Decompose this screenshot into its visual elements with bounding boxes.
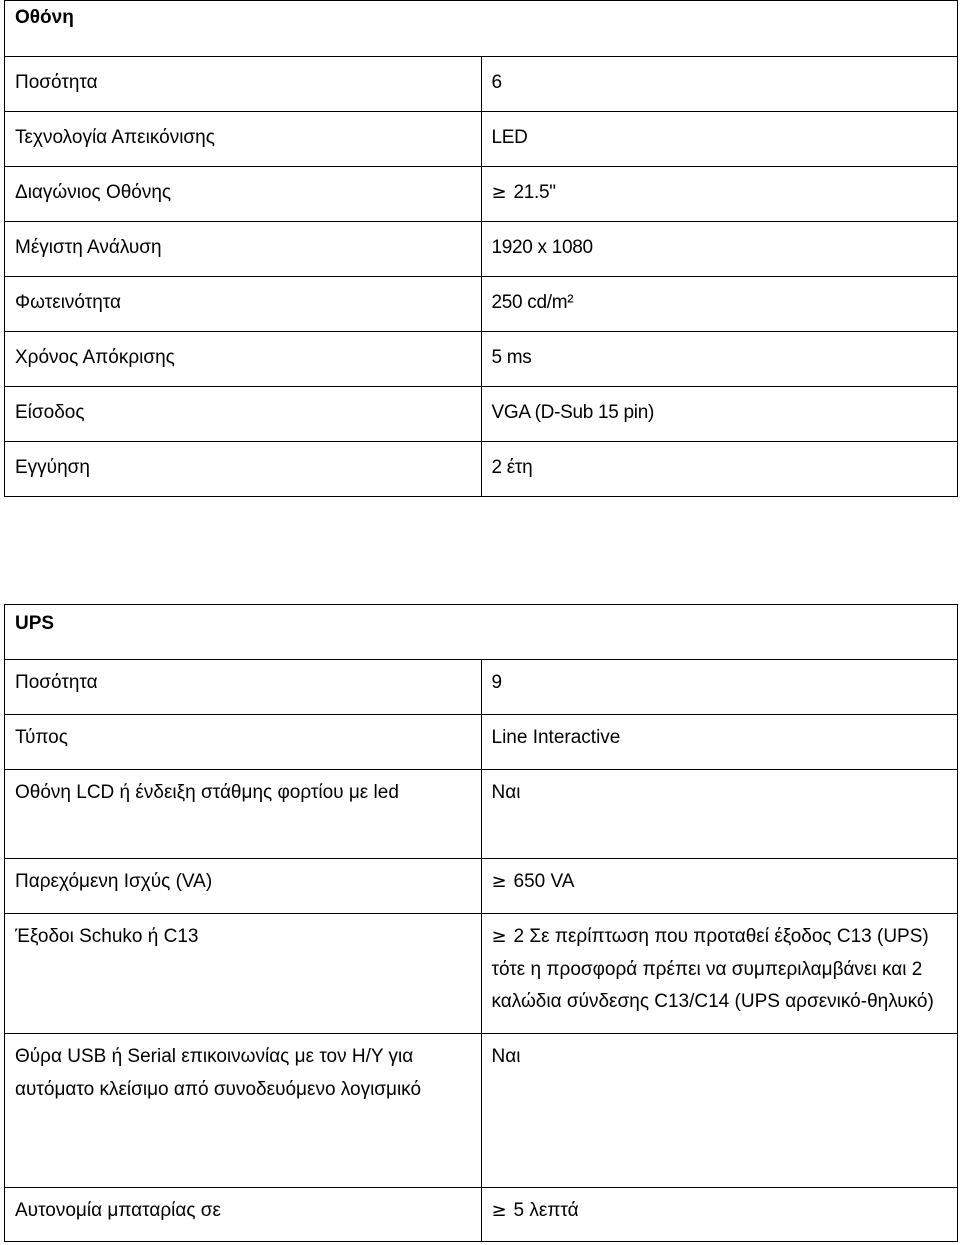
spec-label-display-technology: Τεχνολογία Απεικόνισης (5, 112, 482, 167)
ups-spec-table (4, 604, 958, 1242)
spec-value-display-technology: LED (481, 112, 958, 167)
spec-value-text: 21.5" (513, 182, 556, 203)
spec-label-quantity: Ποσότητα (5, 660, 482, 715)
spec-value-outputs (481, 914, 958, 1034)
spec-value-diagonal (481, 167, 958, 222)
table-row (5, 660, 958, 715)
table-row (5, 1188, 958, 1242)
greater-equal-symbol: ≥ (491, 182, 507, 203)
spec-value-text: 5 λεπτά (513, 1200, 579, 1221)
spec-value-input: VGA (D-Sub 15 pin) (481, 387, 958, 442)
table-row (5, 387, 958, 442)
greater-equal-symbol: ≥ (491, 1200, 507, 1221)
table-row (5, 112, 958, 167)
spec-value-quantity: 9 (481, 660, 958, 715)
table-row (5, 442, 958, 497)
spec-value-warranty: 2 έτη (481, 442, 958, 497)
spec-label-quantity: Ποσότητα (5, 57, 482, 112)
table-header-row (5, 1, 958, 57)
table-row (5, 859, 958, 914)
spec-label-max-resolution: Μέγιστη Ανάλυση (5, 222, 482, 277)
spec-value-power (481, 859, 958, 914)
table-row (5, 332, 958, 387)
spec-label-type: Τύπος (5, 715, 482, 770)
greater-equal-symbol: ≥ (491, 926, 507, 947)
table-row (5, 167, 958, 222)
spec-label-response-time: Χρόνος Απόκρισης (5, 332, 482, 387)
spec-label-outputs: Έξοδοι Schuko ή C13 (5, 914, 482, 1034)
greater-equal-symbol: ≥ (491, 871, 507, 892)
spec-value-type: Line Interactive (481, 715, 958, 770)
spec-value-lcd-indicator: Ναι (481, 770, 958, 859)
table-row (5, 770, 958, 859)
spec-label-lcd-indicator: Οθόνη LCD ή ένδειξη στάθμης φορτίου με led (5, 770, 482, 859)
table-row (5, 914, 958, 1034)
table-row (5, 277, 958, 332)
table-header-row (5, 605, 958, 660)
spec-label-warranty: Εγγύηση (5, 442, 482, 497)
monitor-spec-table (4, 0, 958, 497)
spec-value-battery-autonomy (481, 1188, 958, 1242)
spec-value-max-resolution: 1920 x 1080 (481, 222, 958, 277)
table-row (5, 1034, 958, 1188)
monitor-table-title: Οθόνη (5, 1, 958, 57)
spec-label-battery-autonomy: Αυτονομία μπαταρίας σε (5, 1188, 482, 1242)
table-row (5, 222, 958, 277)
spec-label-diagonal: Διαγώνιος Οθόνης (5, 167, 482, 222)
ups-table-title: UPS (5, 605, 958, 660)
spec-value-quantity: 6 (481, 57, 958, 112)
spec-label-power: Παρεχόμενη Ισχύς (VA) (5, 859, 482, 914)
table-row (5, 715, 958, 770)
table-row (5, 57, 958, 112)
spec-value-response-time: 5 ms (481, 332, 958, 387)
spec-value-brightness: 250 cd/m² (481, 277, 958, 332)
spec-label-usb-serial-port: Θύρα USB ή Serial επικοινωνίας με τον Η/Υ για αυτόματο κλείσιμο από συνοδευόμενο λογισμικό (5, 1034, 482, 1188)
spec-value-text: 650 VA (513, 871, 575, 892)
spec-value-text: 2 Σε περίπτωση που προταθεί έξοδος C13 (UPS) τότε η προσφορά πρέπει να συμπεριλαμβάνει και 2 καλώδια σύνδεσης C13/C14 (UPS αρσενικό-θηλυκό) (491, 926, 934, 1012)
spec-label-input: Είσοδος (5, 387, 482, 442)
spec-value-usb-serial-port: Ναι (481, 1034, 958, 1188)
spec-label-brightness: Φωτεινότητα (5, 277, 482, 332)
